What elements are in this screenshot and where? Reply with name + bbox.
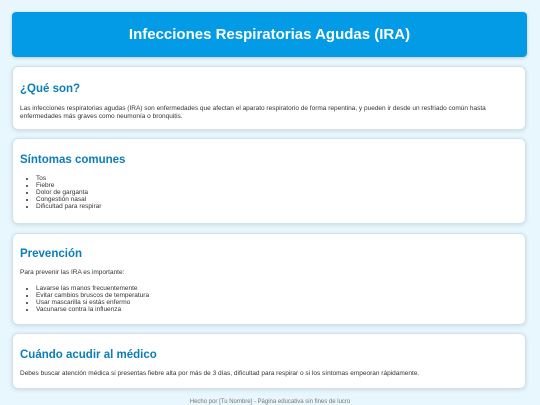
page-title: Infecciones Respiratorias Agudas (IRA) [128, 26, 411, 43]
list-item: • Tos [36, 175, 518, 182]
prevention-list [20, 285, 518, 313]
list-item: • Vacunarse contra la influenza [36, 306, 518, 313]
list-item: • Dolor de garganta [36, 189, 518, 196]
list-item: • Fiebre [36, 182, 518, 189]
section-sintomas [12, 138, 526, 224]
section-cuando-acudir [12, 333, 526, 389]
page-header [12, 12, 527, 57]
list-item: • Evitar cambios bruscos de temperatura [36, 292, 518, 299]
section-text: Las infecciones respiratorias agudas (IRA) son enfermedades que afectan el aparato respiratorio de forma repentina, y pueden ir desde un resfriado común hasta enfermedades más graves como neumonía o bronquitis. [20, 105, 486, 120]
section-prevencion [12, 233, 526, 325]
section-text: Debes buscar atención médica si presentas fiebre alta por más de 3 días, dificultad para respirar o si los síntomas empeoran rápidamente. [20, 370, 420, 377]
section-title: Síntomas comunes [20, 154, 126, 166]
section-title: Cuándo acudir al médico [20, 349, 157, 361]
list-item: • Usar mascarilla si estás enfermo [36, 299, 518, 306]
list-item: • Congestión nasal [36, 196, 518, 203]
page-footer: Hecho por [Tu Nombre] - Página educativa sin fines de lucro [189, 399, 351, 405]
symptoms-list [20, 175, 518, 210]
list-item: • Dificultad para respirar [36, 203, 518, 210]
list-item: • Lavarse las manos frecuentemente [36, 285, 518, 292]
section-text: Para prevenir las IRA es importante: [20, 269, 125, 276]
section-title: Prevención [20, 248, 82, 260]
section-title: ¿Qué son? [20, 83, 81, 95]
section-que-son [12, 66, 526, 130]
